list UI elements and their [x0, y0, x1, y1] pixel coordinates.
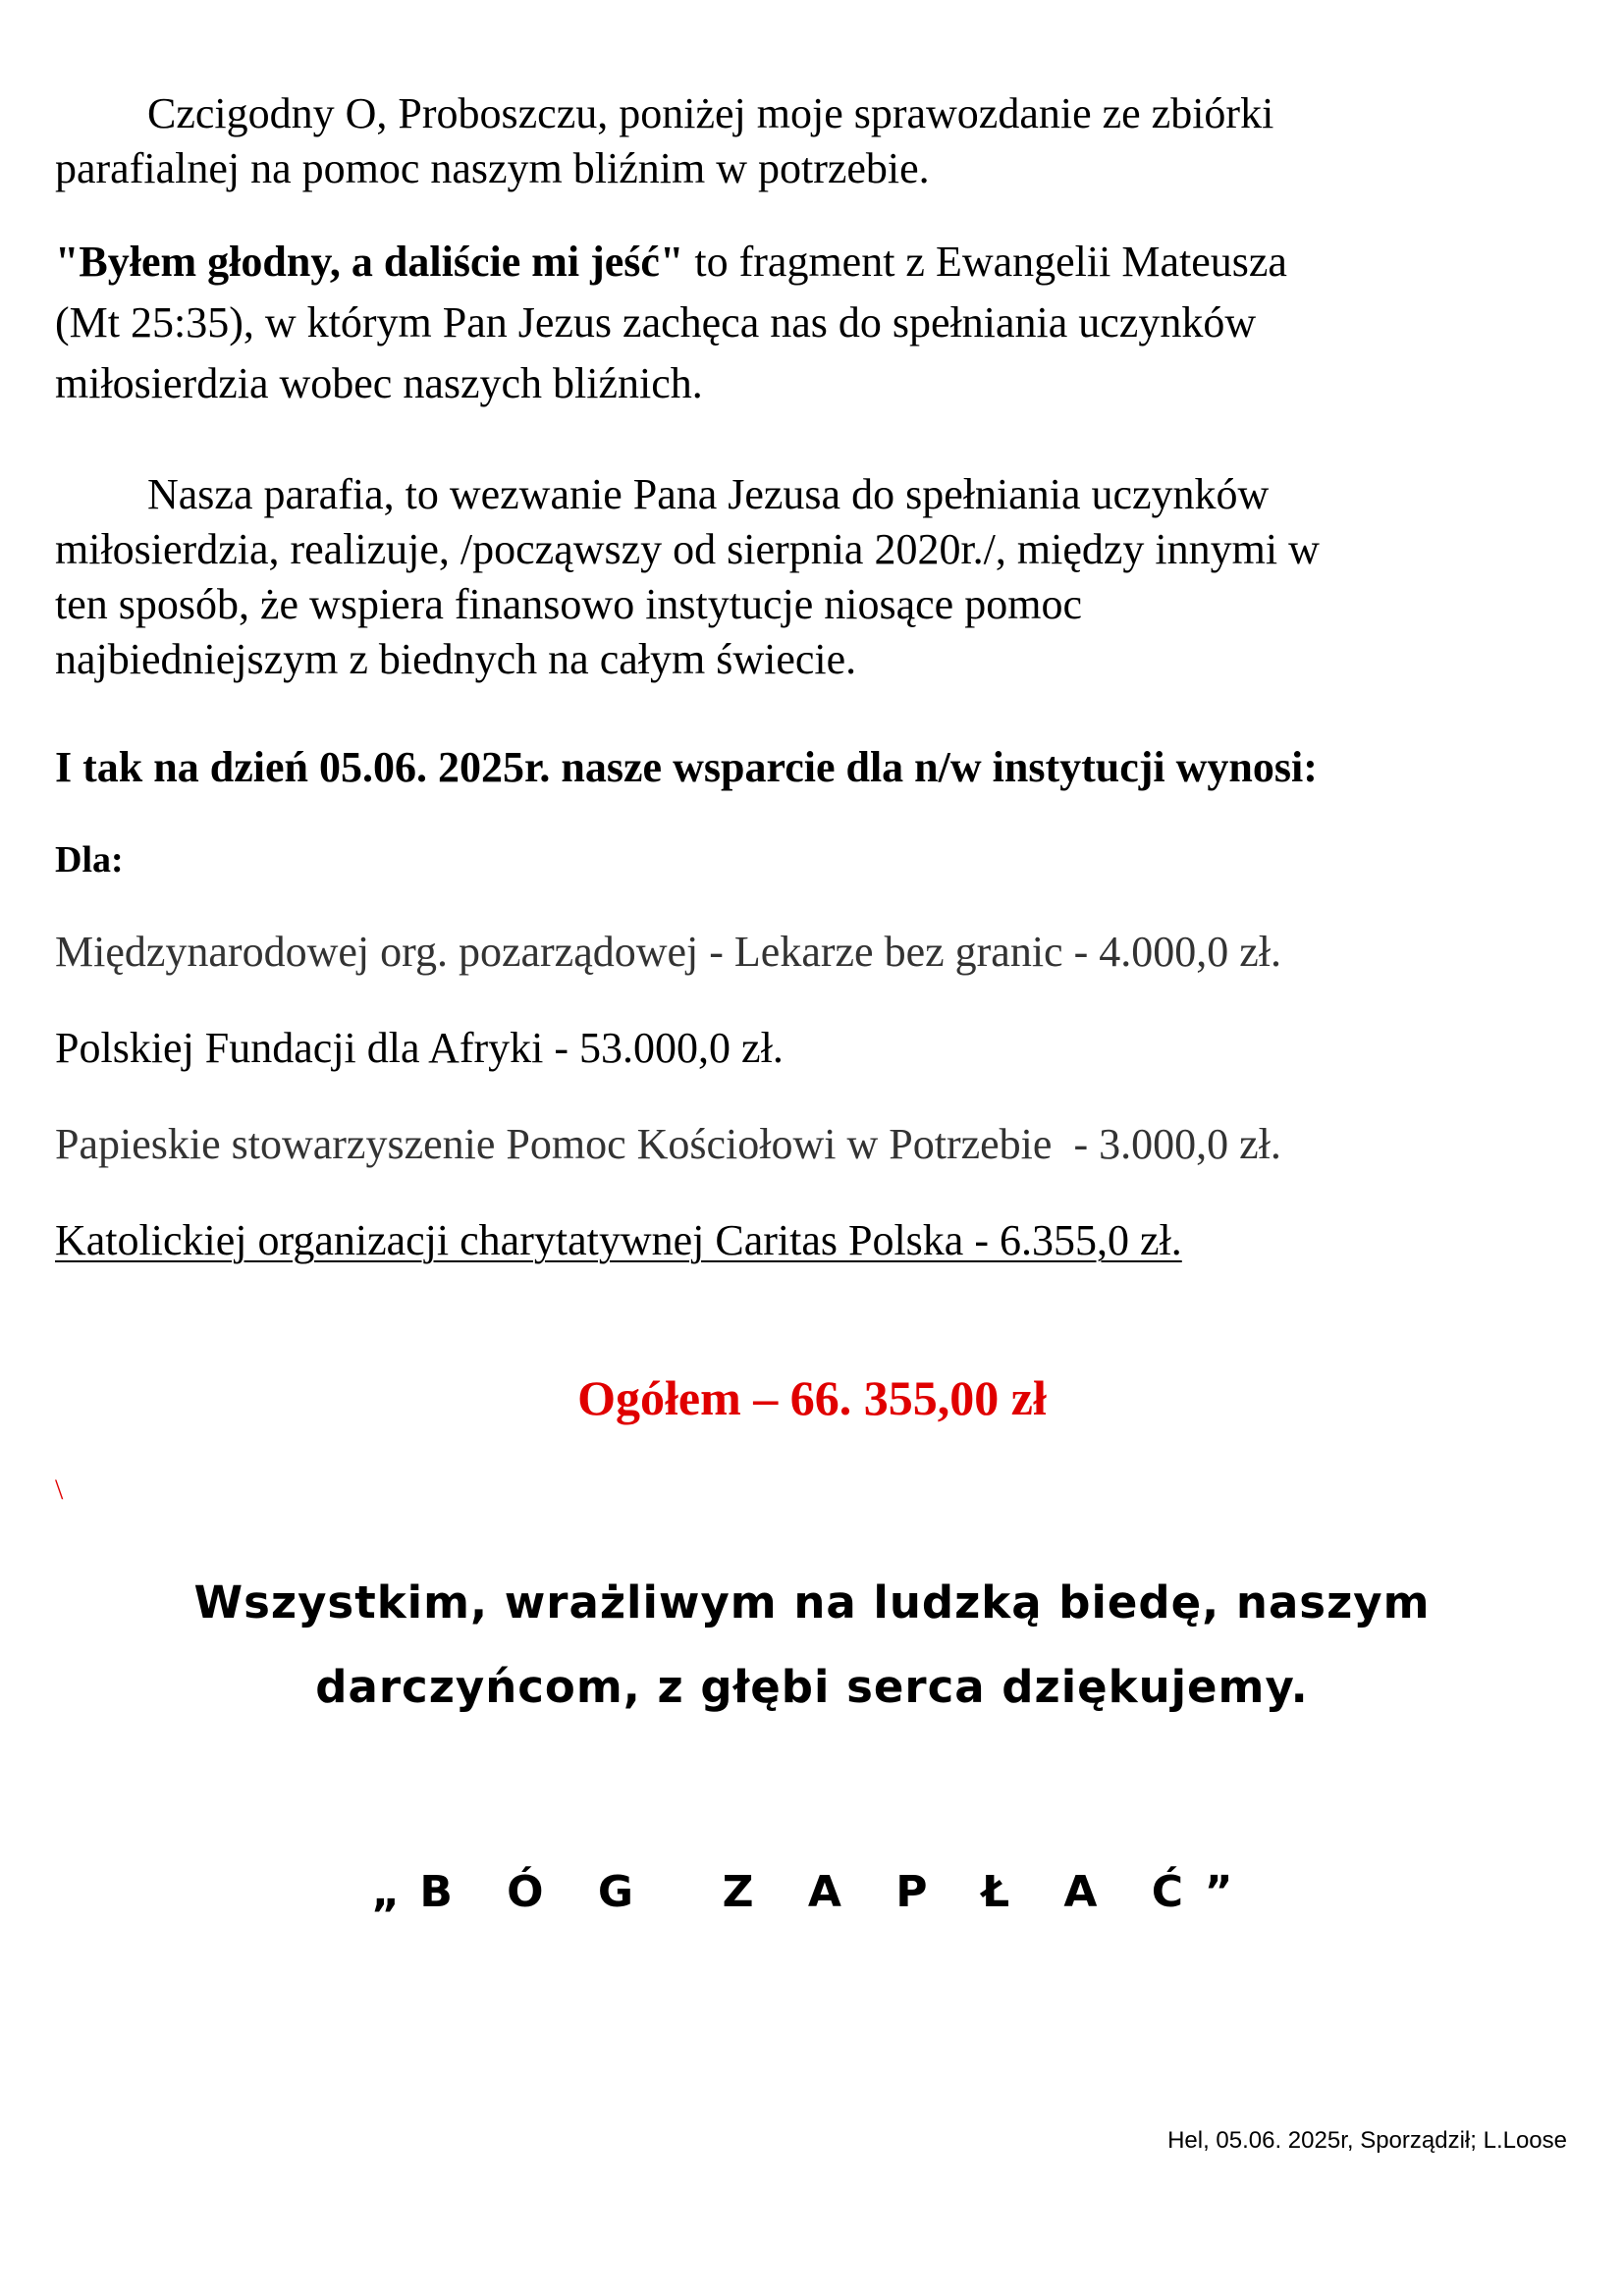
donation-item-1: Międzynarodowej org. pozarządowej - Lekarze bez granic - 4.000,0 zł.	[55, 928, 1281, 976]
quote-paragraph	[55, 232, 1547, 414]
parish-line-3: ten sposób, że wspiera finansowo instytucje niosące pomoc	[55, 580, 1082, 628]
parish-paragraph	[55, 467, 1547, 687]
donation-item-4	[55, 1213, 1547, 1268]
thanks-line-2: darczyńcom, z głębi serca dziękujemy.	[315, 1661, 1309, 1713]
donation-item-3: Papieskie stowarzyszenie Pomoc Kościołowi w Potrzebie - 3.000,0 zł.	[55, 1120, 1281, 1168]
total-amount: Ogółem – 66. 355,00 zł	[577, 1370, 1047, 1425]
thanks-message	[0, 1561, 1624, 1730]
quote-line-1-rest: to fragment z Ewangelii Mateusza	[683, 238, 1287, 286]
thanks-line-1: Wszystkim, wrażliwym na ludzką biedę, naszym	[193, 1576, 1431, 1629]
parish-line-4: najbiedniejszym z biednych na całym świecie.	[55, 635, 857, 683]
blessing-text: „B Ó G Z A P Ł A Ć”	[371, 1867, 1253, 1917]
quote-line-3: miłosierdzia wobec naszych bliźnich.	[55, 359, 703, 407]
donation-item-2: Polskiej Fundacji dla Afryki - 53.000,0 zł.	[55, 1024, 784, 1072]
parish-line-2: miłosierdzia, realizuje, /począwszy od sierpnia 2020r./, między innymi w	[55, 525, 1320, 573]
for-label: Dla:	[55, 839, 124, 881]
summary-heading: I tak na dzień 05.06. 2025r. nasze wsparcie dla n/w instytucji wynosi:	[55, 743, 1318, 791]
intro-line-1: Czcigodny O, Proboszczu, poniżej moje sprawozdanie ze zbiórki	[147, 89, 1274, 137]
quote-line-1	[55, 232, 1547, 293]
intro-line-2: parafialnej na pomoc naszym bliźnim w potrzebie.	[55, 144, 930, 192]
signature-line: Hel, 05.06. 2025r, Sporządził; L.Loose	[1167, 2127, 1567, 2154]
intro-paragraph	[55, 86, 1547, 196]
donation-item-4-text: Katolickiej organizacji charytatywnej Caritas Polska - 6.355,0 zł.	[55, 1216, 1182, 1264]
stray-backslash: \	[55, 1473, 64, 1506]
parish-line-1: Nasza parafia, to wezwanie Pana Jezusa do spełniania uczynków	[147, 470, 1270, 518]
quote-line-2: (Mt 25:35), w którym Pan Jezus zachęca nas do spełniania uczynków	[55, 298, 1257, 347]
gospel-quote: "Byłem głodny, a daliście mi jeść"	[55, 238, 684, 286]
